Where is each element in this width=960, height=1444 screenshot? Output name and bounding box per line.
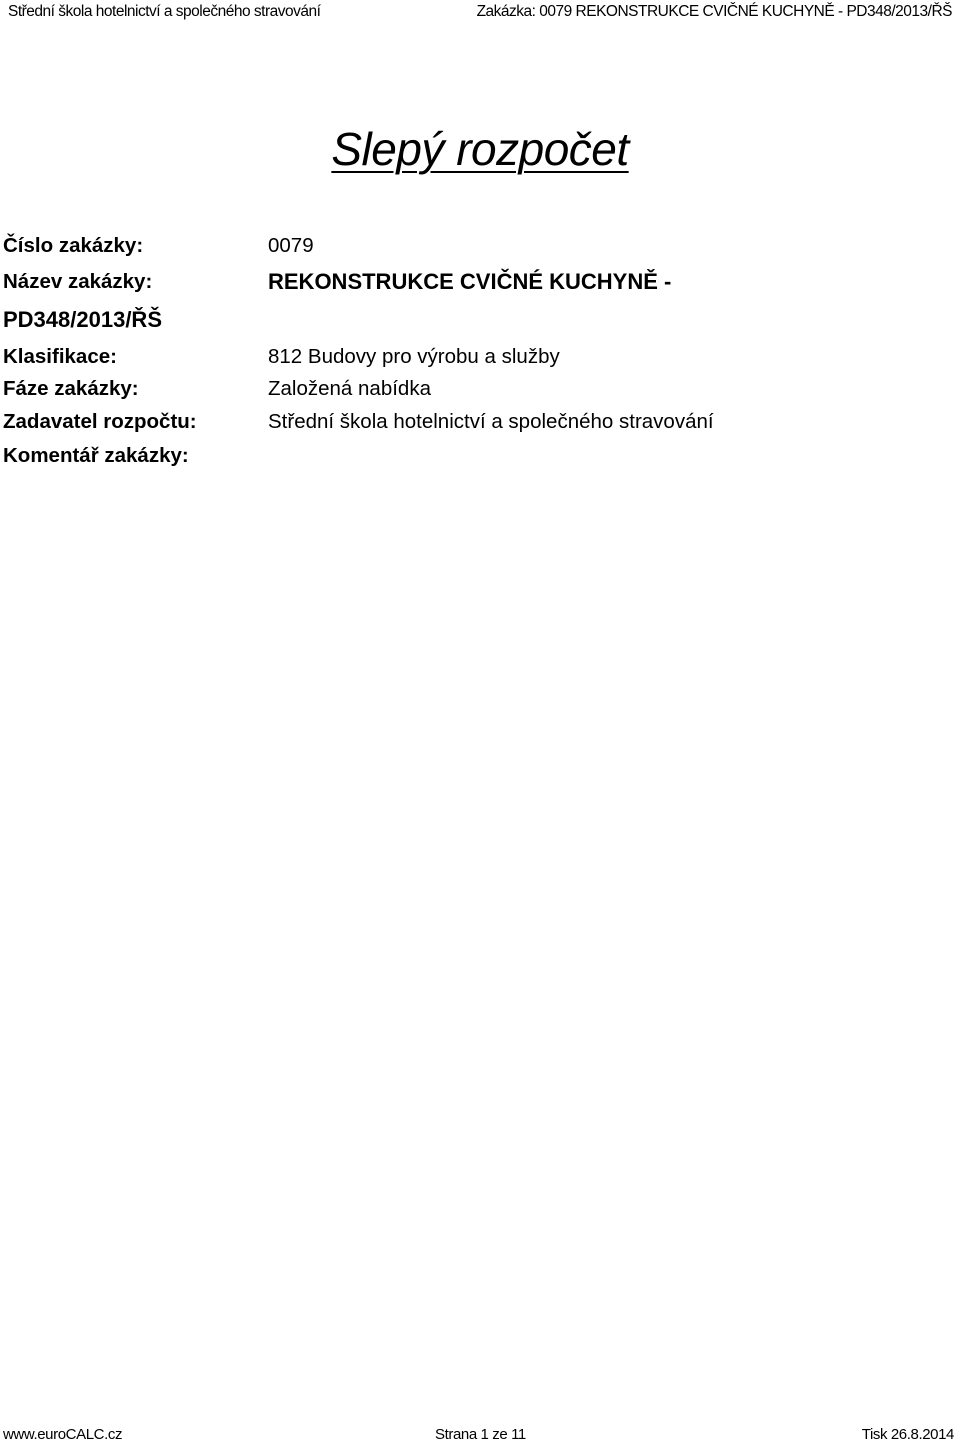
- classification-value: 812 Budovy pro výrobu a služby: [268, 345, 560, 368]
- order-name-label: Název zakázky:: [3, 270, 153, 293]
- budget-client-label: Zadavatel rozpočtu:: [3, 410, 197, 433]
- order-number-label: Číslo zakázky:: [3, 234, 144, 257]
- classification-label: Klasifikace:: [3, 345, 117, 368]
- page-title: Slepý rozpočet: [331, 123, 629, 175]
- header-school-name: Střední škola hotelnictví a společného stravování: [8, 3, 321, 20]
- order-phase-label: Fáze zakázky:: [3, 377, 139, 400]
- budget-client-value: Střední škola hotelnictví a společného stravování: [268, 410, 714, 433]
- order-comment-label: Komentář zakázky:: [3, 444, 189, 467]
- footer-print-date: Tisk 26.8.2014: [861, 1426, 954, 1443]
- header-order-info: Zakázka: 0079 REKONSTRUKCE CVIČNÉ KUCHYNĚ - PD348/2013/ŘŠ: [476, 3, 952, 20]
- order-number-value: 0079: [268, 234, 314, 257]
- order-name-value-continuation: PD348/2013/ŘŠ: [3, 307, 162, 332]
- footer-website: www.euroCALC.cz: [3, 1426, 123, 1443]
- footer-page-number: Strana 1 ze 11: [435, 1426, 526, 1443]
- order-name-value: REKONSTRUKCE CVIČNÉ KUCHYNĚ -: [268, 269, 672, 294]
- order-phase-value: Založená nabídka: [268, 377, 431, 400]
